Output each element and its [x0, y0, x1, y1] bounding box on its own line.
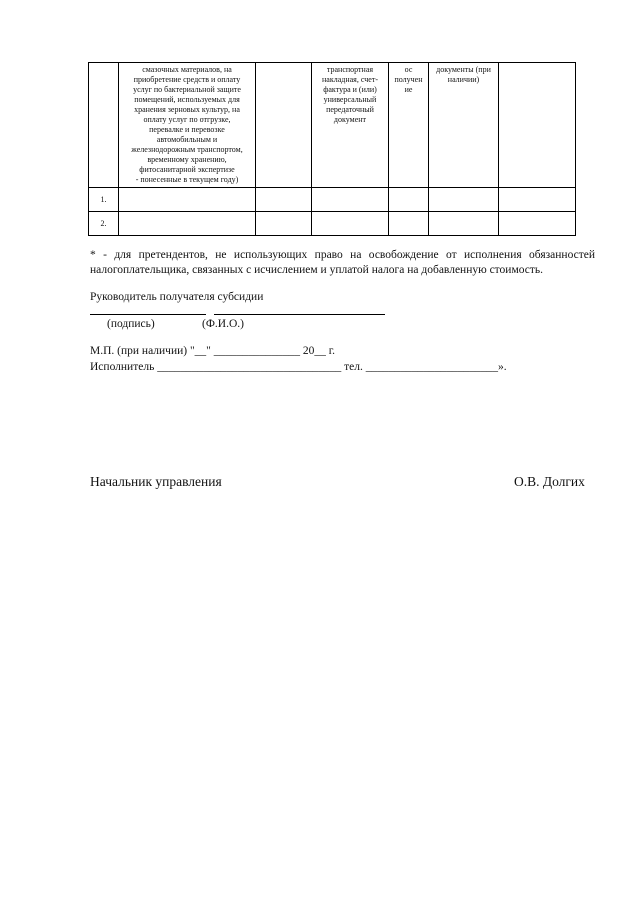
header-cell-basis: ос получен ие	[389, 63, 429, 188]
table-row	[89, 188, 576, 212]
footnote-line-2: налогоплательщика, связанных с исчислением и уплатой налога на добавленную стоимость.	[90, 264, 544, 276]
footnote-line-1: * - для претендентов, не использующих право на освобождение от исполнения обязанностей	[90, 249, 595, 261]
stamp-date-line: М.П. (при наличии) "__" _______________ 20__ г.	[90, 345, 336, 357]
row-number: 2.	[89, 212, 119, 236]
signature-caption: (подпись)	[107, 318, 155, 330]
table-header-row	[89, 63, 576, 188]
row-number: 1.	[89, 188, 119, 212]
signature-title: Руководитель получателя субсидии	[90, 291, 264, 303]
subsidy-table	[88, 62, 576, 236]
header-cell-number	[89, 63, 119, 188]
position-title: Начальник управления	[90, 474, 222, 489]
table-row	[89, 212, 576, 236]
signature-line	[90, 314, 206, 315]
header-cell-empty	[256, 63, 312, 188]
header-cell-payment-docs: документы (при наличии)	[429, 63, 499, 188]
header-cell-expenses: смазочных материалов, на приобретение средств и оплату услуг по бактериальной защите помещений, используемых для хранения зерновых культур, на оплату услуг по отгрузке, перевалке и перевозке автомобильным и железнодорожным транспортом, временному хранению, фитосанитарной экспертизе - понесенные в текущем году)	[119, 63, 256, 188]
fio-caption: (Ф.И.О.)	[202, 318, 244, 330]
official-name: О.В. Долгих	[514, 474, 585, 489]
header-cell-documents: транспортная накладная, счет- фактура и (или) универсальный передаточный документ	[312, 63, 389, 188]
fio-line	[214, 314, 385, 315]
header-cell-last	[499, 63, 576, 188]
executor-line: Исполнитель ________________________________ тел. _______________________».	[90, 361, 507, 373]
